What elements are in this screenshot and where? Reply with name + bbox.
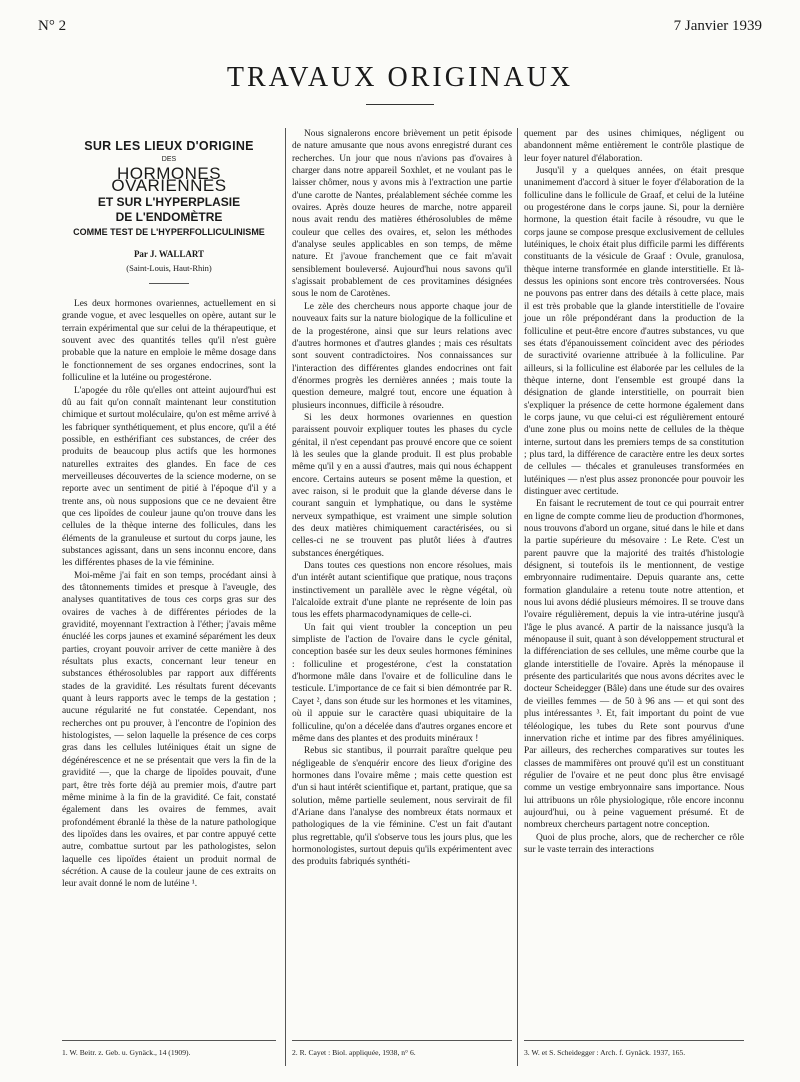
column-2 [292,128,512,1082]
article-author: Par J. WALLART [133,249,205,260]
paragraph: Jusqu'il y a quelques années, on était presque unanimement d'accord à situer le foyer d'élaboration de la folliculine dans le follicule de Graaf, et celui de la lutéine ou progestérone dans le corps jaune. Si, pour la dernière hormone, la question était facile à résoudre, vu que le corps jaune se compose presque exclusivement de cellules lutéiniques, le choix était plus difficile parmi les différents constituants de la vésicule de Graaf : Ovule, granulosa, thèque interne transformée en glande interstitielle. Et là-dessus les opinions sont encore très controversées. Nous ne pouvons pas entrer dans des détails à cette place, mais il est très probable que la glande interstitielle de l'ovaire joue un rôle prépondérant dans la production de la folliculine et peut-être encore d'autres substances, vu que ses états d'épanouissement coïncident avec des périodes de suractivité ovarienne attribuée à la folliculine. Par ailleurs, si la folliculine est élaborée par les cellules de la thèque interne, dont l'ensemble est groupé dans la désignation de glande interstitielle, on pourrait bien s'expliquer la présence de cette hormone également dans le corps jaune, vu que celui-ci est régulièrement entouré d'une zone plus ou moins nette de cellules de la thèque interne, surtout dans les premiers temps de sa constitution ; plus tard, la différence de caractère entre les deux sortes de cellules — thécales et granuleuses transformées en lutéiniques — n'est plus assez prononcée pour pouvoir les distinguer avec certitude. [524,166,744,497]
footnote-divider-3 [524,1040,744,1041]
paragraph: Quoi de plus proche, alors, que de rechercher ce rôle sur le vaste terrain des interactions [524,832,744,855]
article-title-line1: SUR LES LIEUX D'ORIGINE [84,139,254,153]
column-divider-2 [517,128,518,1066]
issue-number: N° 2 [38,18,67,34]
footnote-divider-1 [62,1040,276,1041]
column-1 [62,128,276,1082]
paragraph: Nous signalerons encore brièvement un petit épisode de nature amusante que nous avons enregistré durant ces recherches. Un jour que nous n'avions pas d'ovaires à charger dans notre appareil Soxhlet, et ne voulant pas le laisser chômer, nous y avons mis à l'extraction une partie d'une carotte de Nantes, préalablement séchée comme les ovaires. Après douze heures de marche, notre appareil nous avait rendu des matières éthérosolubles de même couleur que celles des ovaires, et, selon les méthodes d'analyse seules applicables en son temps, de même nature. Et j'avoue franchement que ce fait m'avait sensiblement bouleversé. Aujourd'hui nous savons qu'il s'agissait probablement de ces provitamines désignées sous le nom de Carotènes. [292,129,512,300]
paragraph: Les deux hormones ovariennes, actuellement en si grande vogue, et avec lesquelles on opère, autant sur le terrain expérimental que sur celui de la thérapeutique, et souvent avec des quantités telles qu'il n'est guère probable que la nature en emploie le même dosage dans le fonctionnement de ses organes endocrines, sont la folliculine et la lutéine ou progestérone. [62,299,276,384]
article-title-des: DES [161,156,177,164]
article-heading [62,140,276,284]
column-3 [524,128,744,1082]
footnote-3: 3. W. et S. Scheidegger : Arch. f. Gynäck. 1937, 165. [524,1048,686,1057]
title-divider [366,104,434,105]
paragraph: Un fait qui vient troubler la conception un peu simpliste de l'action de l'ovaire dans le cycle génital, conception basée sur les deux seules hormones féminines : folliculine et progestérone, c'est la constatation d'hormone mâle dans l'ovaire et de folliculine dans le testicule. L'importance de ce fait si bien démontrée par R. Cayet ², dans son étude sur les hormones et les vitamines, où il appuie sur le caractère quasi ubiquitaire de la folliculine, qu'on a décelée dans d'autres organes encore et même dans des plantes et des produits minéraux ! [292,622,512,744]
article-title-line3: ET SUR L'HYPERPLASIE [97,195,241,210]
paragraph: Moi-même j'ai fait en son temps, procédant ainsi à des tâtonnements timides et presque à l'aveugle, des analyses quantitatives de tous ces corps gras sur des ovaires de vaches à de différentes périodes de la gravidité, moyennant l'extraction à l'éther; j'avais même énucléé les corps jaunes et examiné séparément les deux parties, croyant pouvoir arriver de cette manière à des résultats plus exacts, concernant leur teneur en substances éthérosolubles par rapport aux différents stades de la gravidité. Les résultats furent décevants quant à leurs rapports avec le temps de la gestation ; aucune régularité ne fut constatée. Cependant, nos recherches ont pu prouver, à l'encontre de l'opinion des histologistes, — selon laquelle la présence de ces corps gras dans les cellules lutéiniques était un signe de dégénérescence et ne se présentait que vers la fin de la gravidité —, que la charge de lipoïdes pouvait, d'une part, être très forte déjà au premier mois, d'autre part même minime à la fin de la gravidité. Ce fait, constaté également dans les ovaires de femmes, avait profondément ébranlé la thèse de la nature pathologique des lipoïdes dans les ovaires, et par contre appuyé cette autre, combattue surtout par les pathologistes, selon laquelle ces lipoïdes étaient un produit normal de sécrétion. A cause de la couleur jaune de ces extraits on leur avait donné le nom de lutéine ¹. [62,570,276,890]
paragraph: En faisant le recrutement de tout ce qui pourrait entrer en ligne de compte comme lieu de production d'hormones, nous trouvons d'abord un organe, situé dans le hile et dans la partie supérieure du mésovaire : Le Rete. C'est un parent pauvre que la majorité des traités d'histologie désignent, si toutefois ils le mentionnent, de vestige embryonnaire rudimentaire. Depuis quarante ans, cette formation glandulaire a retenu toute notre attention, et nous lui avons dédié plusieurs mémoires. Il se trouve dans l'ovaire régulièrement, depuis la vie intra-utérine jusqu'à l'âge le plus avancé. A partir de la naissance jusqu'à la ménopause il suit, quant à son développement structural et la différenciation de ses cellules, une même courbe que la glande interstitielle de l'ovaire. Après la ménopause il présente des particularités que nous avons décrites avec le docteur Scheidegger (Bâle) dans une étude sur des ovaires de vieilles femmes — de 50 à 96 ans — et qui sont des plus intéressantes ³. Et, fait important du point de vue téléologique, les tubes du Rete sont pourvus d'une innervation riche et intime par des fibres amyéliniques. Par ailleurs, des recherches comparatives sur toutes les classes de mammifères ont prouvé qu'il est un constituant régulier de l'ovaire et ne peut donc plus être envisagé comme un vestige embryonnaire sans importance. Nous lui attribuons un rôle physiologique, rôle encore inconnu aujourd'hui, ou à peine vaguement présumé. Et de nombreux chercheurs partagent notre conception. [524,499,744,831]
article-title-line4: DE L'ENDOMÈTRE [115,209,223,224]
paragraph: L'apogée du rôle qu'elles ont atteint aujourd'hui est dû au fait qu'on connaît maintenant leur constitution chimique et surtout moléculaire, qu'on est même arrivé à les fabriquer synthétiquement, et plus encore, qu'il a été possible, en esthérifiant ces substances, de créer des produits de beaucoup plus actifs que les hormones naturelles extraites des glandes. En face de ces merveilleuses découvertes de la science moderne, on se reporte avec un sentiment de pitié à l'époque d'il y a trente ans, où nous supposions que ce ne devaient être que ces lipoïdes de couleur jaune qu'on trouve dans les cellules de la thèque interne des follicules, dans les éléments de la granuleuse et surtout du corps jaune, les substances agissant, dans un sens inconnu encore, dans les différentes phases de la vie féminine. [62,385,276,569]
column-divider-1 [285,128,286,1066]
footnote-1: 1. W. Beitr. z. Geb. u. Gynäck., 14 (1909). [62,1048,191,1057]
footnote-divider-2 [292,1040,512,1041]
article-title-line5: COMME TEST DE L'HYPERFOLLICULINISME [73,227,265,238]
heading-divider [149,283,189,284]
section-title: TRAVAUX ORIGINAUX [226,62,574,93]
footnote-2: 2. R. Cayet : Biol. appliquée, 1938, n° 6. [292,1048,416,1057]
paragraph: Dans toutes ces questions non encore résolues, mais d'un intérêt autant scientifique que pratique, nous traçons instinctivement un parallèle avec le règne végétal, où l'alcaloïde extrait d'une plante ne représente de loin pas tous les effets pharmacodynamiques de celle-ci. [292,561,512,621]
paragraph: Rebus sic stantibus, il pourrait paraître quelque peu négligeable de s'enquérir encore des lieux d'origine des hormones dans l'ovaire même ; mais cette question est d'un si haut intérêt scientifique et, partant, pratique, que sa solution, même partielle seulement, nous servirait de fil d'Ariane dans l'analyse des nombreux états normaux et pathologiques de la vie féminine. C'est un fait d'autant plus regrettable, qu'il s'observe tous les jours plus, que les hormonologistes, surtout depuis qu'ils expérimentent avec des produits fabriqués synthéti- [292,746,512,868]
paragraph: Le zèle des chercheurs nous apporte chaque jour de nouveaux faits sur la nature biologique de la folliculine et de la progestérone, ainsi que sur leurs relations avec d'autres hormones et d'autres glandes ; mais ces résultats sont souvent contradictoires. Nos connaissances sur l'interaction des différentes glandes endocrines ont fait d'énormes progrès les dernières années ; mais toute la question demeure, malgré tout, encore une équation à plusieurs inconnues, difficile à résoudre. [292,301,512,411]
paragraph: Si les deux hormones ovariennes en question paraissent pouvoir expliquer toutes les phases du cycle génital, il n'est cependant pas prouvé encore que ce soient là les seules que la glande produit. Il est plus probable même qu'il y en a aussi d'autres, mais qui nous échappent encore. Certains auteurs se posent même la question, et avec raison, si le produit que la glande déverse dans le courant sanguin et lymphatique, ou dans le système nerveux sympathique, est vraiment une simple solution des deux matières chimiquement caractérisées, ou si celles-ci ne se trouvent pas plutôt liées à d'autres substances énergétiques. [292,412,512,559]
page-header [38,18,762,40]
paragraph: quement par des usines chimiques, négligent ou abandonnent même entièrement le contrôle plastique de leur foyer naturel d'élaboration. [524,129,744,164]
article-affiliation: (Saint-Louis, Haut-Rhin) [126,262,212,273]
article-title-line2: HORMONES OVARIENNES [111,163,227,196]
issue-date: 7 Janvier 1939 [673,18,762,34]
